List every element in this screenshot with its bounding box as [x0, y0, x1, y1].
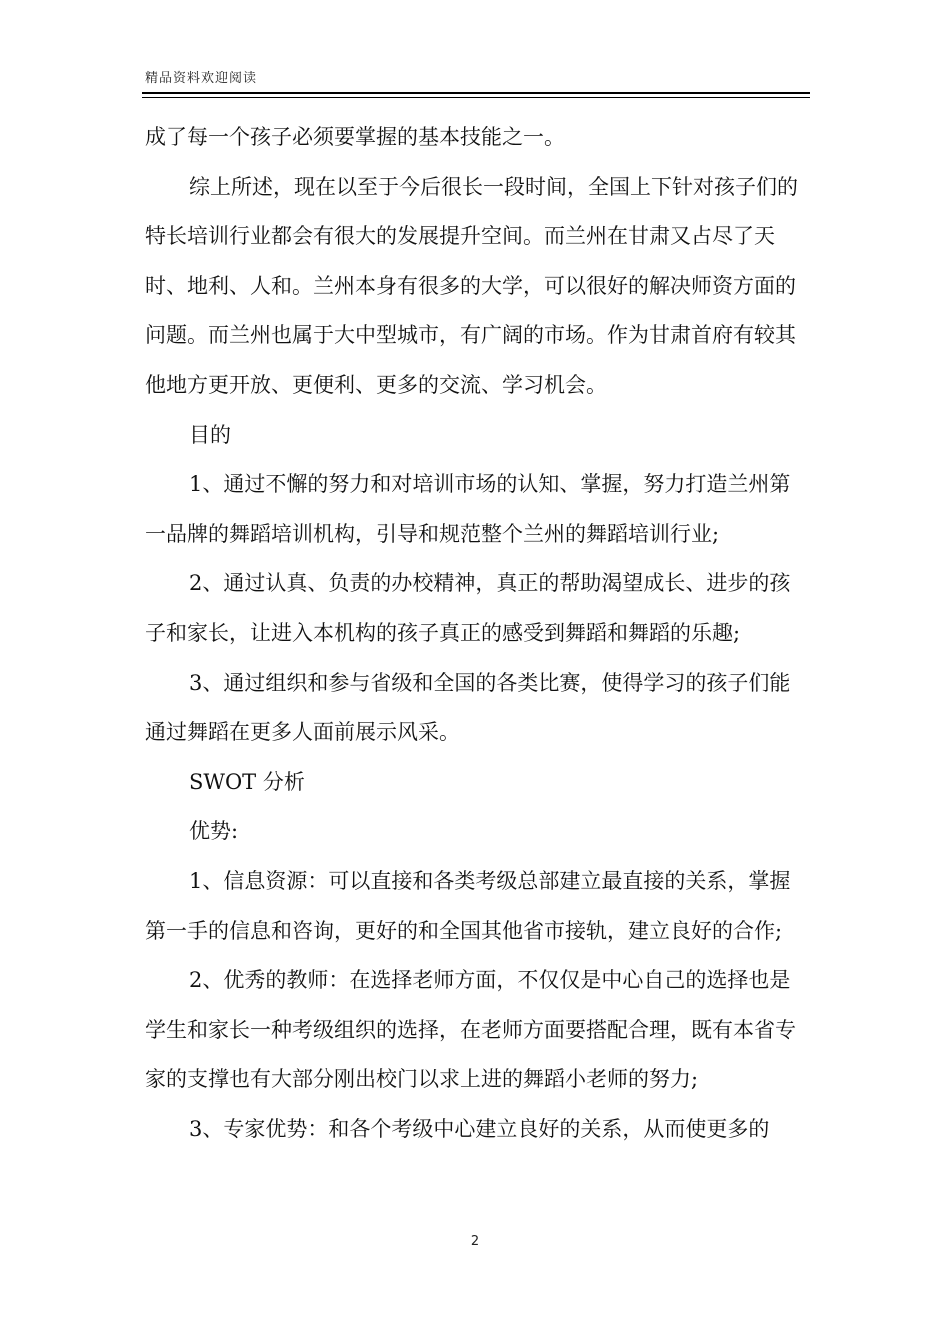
paragraph: 2、通过认真、负责的办校精神，真正的帮助渴望成长、进步的孩子和家长，让进入本机构的孩子真正的感受到舞蹈和舞蹈的乐趣; — [145, 571, 791, 645]
paragraph: 3、通过组织和参与省级和全国的各类比赛，使得学习的孩子们能通过舞蹈在更多人面前展示风采。 — [145, 670, 791, 745]
document-body — [145, 113, 810, 1154]
paragraph: 1、通过不懈的努力和对培训市场的认知、掌握，努力打造兰州第一品牌的舞蹈培训机构，引导和规范整个兰州的舞蹈培训行业; — [145, 472, 791, 546]
paragraph: 1、信息资源：可以直接和各类考级总部建立最直接的关系，掌握第一手的信息和咨询，更好的和全国其他省市接轨，建立良好的合作; — [145, 868, 791, 943]
paragraph: 综上所述，现在以至于今后很长一段时间，全国上下针对孩子们的特长培训行业都会有很大的发展提升空间。而兰州在甘肃又占尽了天时、地利、人和。兰州本身有很多的大学，可以很好的解决师资方面的问题。而兰州也属于大中型城市，有广阔的市场。作为甘肃首府有较其他地方更开放、更便利、更多的交流、学习机会。 — [145, 174, 798, 397]
section-heading: 优势: — [189, 819, 239, 844]
section-heading: 目的 — [189, 422, 231, 447]
paragraph: 3、专家优势：和各个考级中心建立良好的关系，从而使更多的 — [189, 1116, 770, 1141]
section-heading: SWOT 分析 — [189, 769, 305, 794]
header-rule-thin — [142, 97, 810, 98]
header-title: 精品资料欢迎阅读 — [145, 71, 258, 86]
page-number: 2 — [470, 1234, 480, 1249]
header-rule-thick — [142, 92, 810, 94]
paragraph: 2、优秀的教师：在选择老师方面，不仅仅是中心自己的选择也是学生和家长一种考级组织的选择，在老师方面要搭配合理，既有本省专家的支撑也有大部分刚出校门以求上进的舞蹈小老师的努力; — [145, 968, 796, 1092]
paragraph: 成了每一个孩子必须要掌握的基本技能之一。 — [145, 125, 565, 149]
